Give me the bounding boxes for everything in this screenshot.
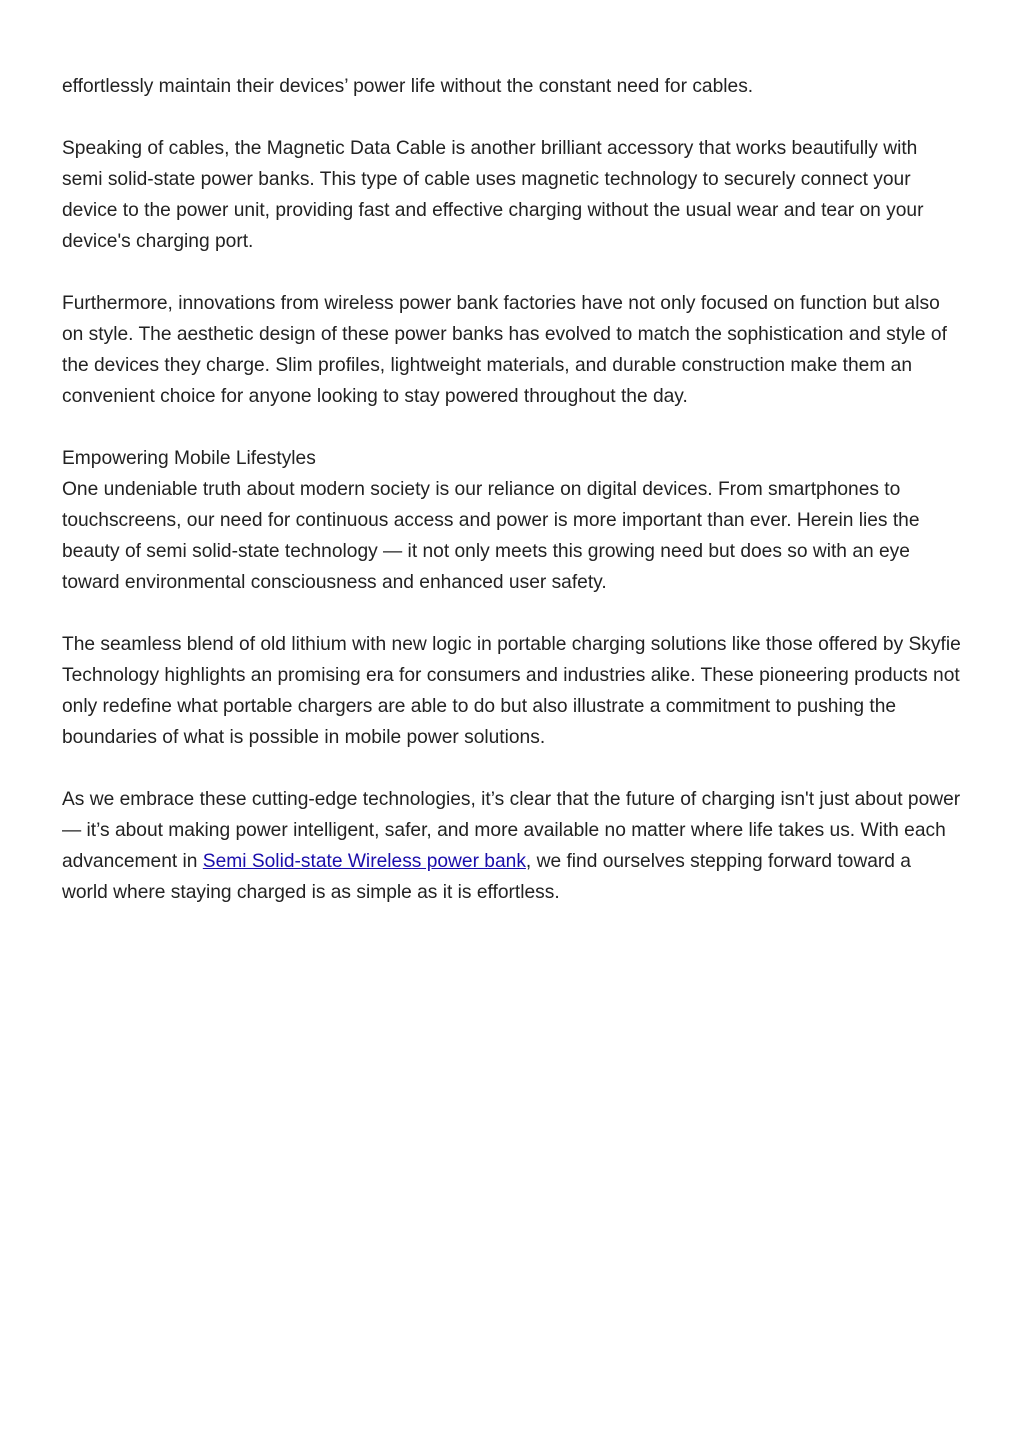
article-body (62, 71, 962, 939)
section-heading: Empowering Mobile Lifestyles (62, 448, 316, 469)
paragraph-cables-intro: effortlessly maintain their devices’ power life without the constant need for cables. (62, 76, 754, 97)
conclusion-text-before-link: As we embrace these cutting-edge technologies, it’s clear that the future of charging isn't just about power — it’s about making power intelligent, safer, and more available no matter where life takes us. With each advancement in (62, 789, 961, 872)
wireless-power-bank-link[interactable]: Semi Solid-state Wireless power bank (202, 851, 526, 872)
paragraph-style: Furthermore, innovations from wireless power bank factories have not only focused on function but also on style. The aesthetic design of these power banks has evolved to match the sophistication and style of the devices they charge. Slim profiles, lightweight materials, and durable construction make them an convenient choice for anyone looking to stay powered throughout the day. (62, 293, 947, 407)
paragraph-seamless-blend: The seamless blend of old lithium with new logic in portable charging solutions like those offered by Skyfie Technology highlights an promising era for consumers and industries alike. These pioneering products not only redefine what portable chargers are able to do but also illustrate a commitment to pushing the boundaries of what is possible in mobile power solutions. (62, 634, 961, 748)
paragraph-conclusion (62, 784, 962, 908)
section-mobile-lifestyles (62, 443, 962, 598)
paragraph-magnetic-cable: Speaking of cables, the Magnetic Data Cable is another brilliant accessory that works beautifully with semi solid-state power banks. This type of cable uses magnetic technology to securely connect your device to the power unit, providing fast and effective charging without the usual wear and tear on your device's charging port. (62, 138, 924, 252)
conclusion-text-after-link: , we find ourselves stepping forward toward a world where staying charged is as simple as it is effortless. (62, 851, 911, 903)
paragraph-digital-reliance: One undeniable truth about modern society is our reliance on digital devices. From smartphones to touchscreens, our need for continuous access and power is more important than ever. Herein lies the beauty of semi solid-state technology — it not only meets this growing need but does so with an eye toward environmental consciousness and enhanced user safety. (62, 479, 920, 593)
